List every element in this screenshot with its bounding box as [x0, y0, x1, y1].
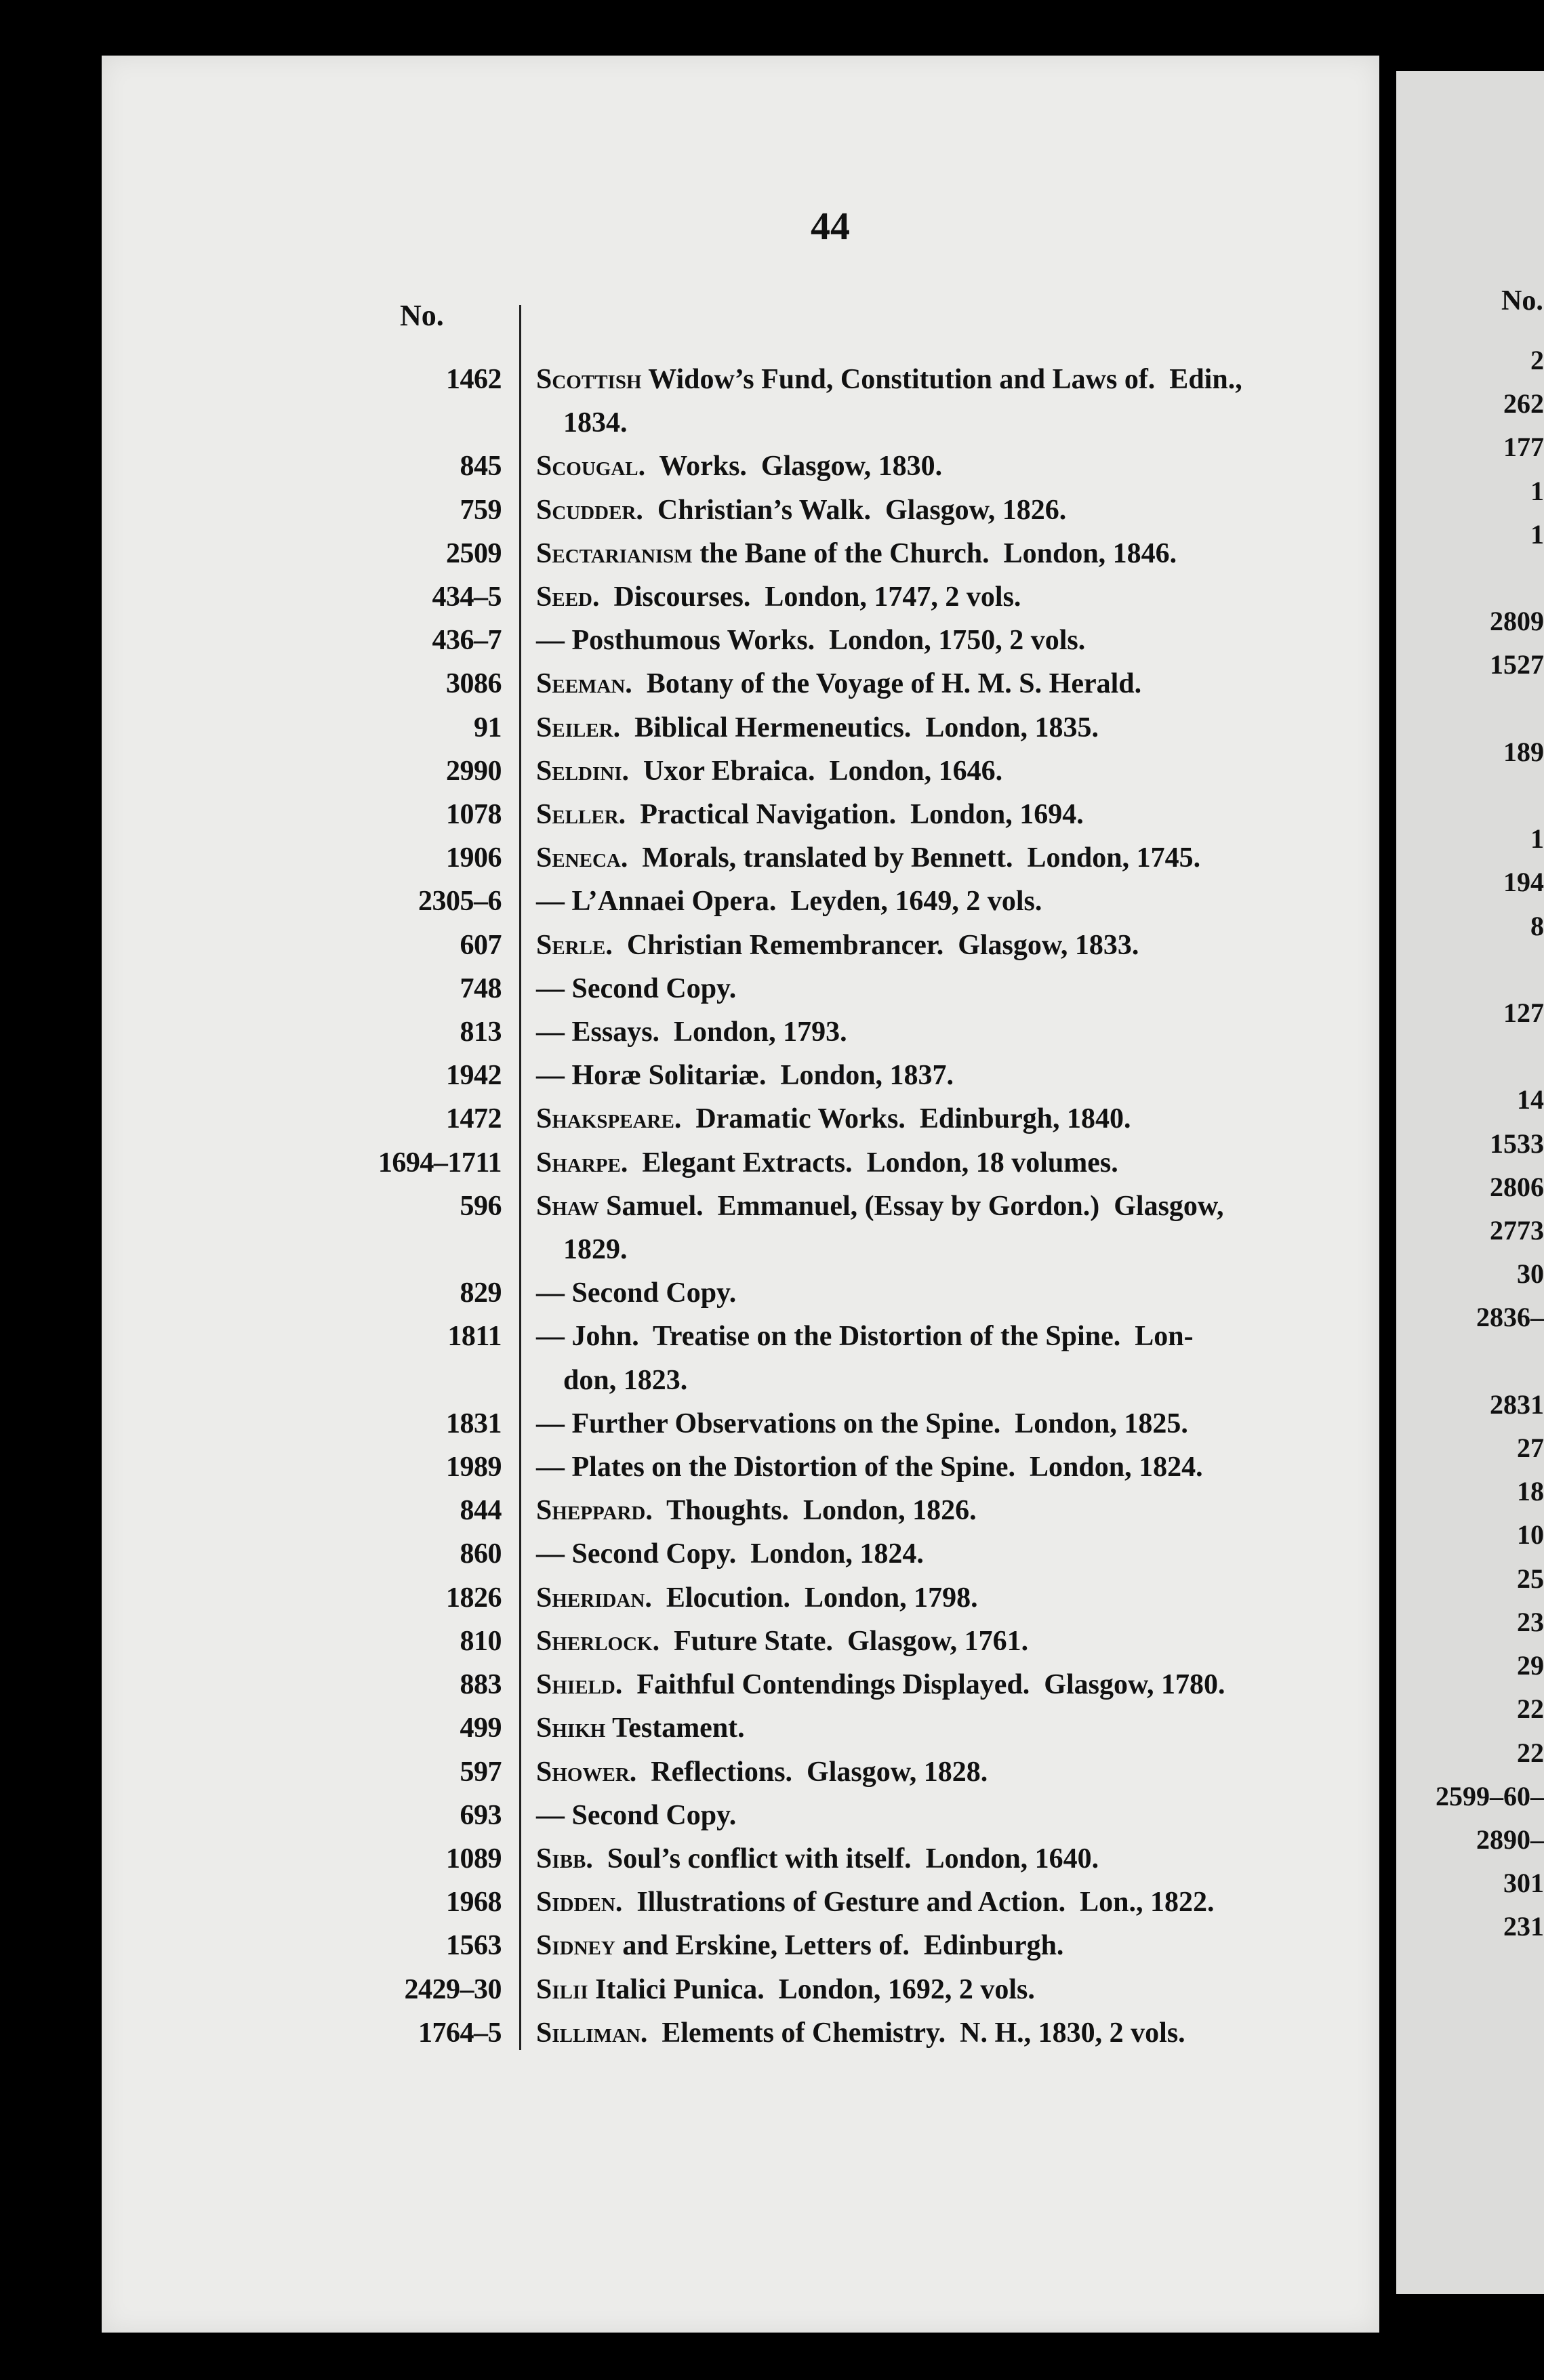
entry-description: Christian’s Walk. Glasgow, 1826. [643, 494, 1067, 526]
entry-description: Uxor Ebraica. London, 1646. [629, 755, 1003, 787]
catalogue-entry [325, 1141, 1356, 1185]
facing-page-number: 14 [1517, 1084, 1544, 1115]
entry-text [536, 1881, 1356, 1924]
facing-page-number: 2773 [1490, 1215, 1544, 1246]
catalogue-entry [325, 1532, 1356, 1576]
entry-text [536, 706, 1356, 750]
entry-number: 596 [460, 1190, 502, 1222]
entry-text [536, 1315, 1356, 1401]
page-number: 44 [811, 204, 850, 248]
catalogue-entry [325, 793, 1356, 836]
facing-page-number [1430, 687, 1544, 731]
entry-text [536, 1097, 1356, 1141]
catalogue-entry [325, 445, 1356, 488]
entry-number: 1906 [446, 842, 502, 874]
entry-number: 1563 [446, 1930, 502, 1962]
entry-text [536, 575, 1356, 619]
entry-number: 499 [460, 1712, 502, 1744]
entry-text [536, 1054, 1356, 1097]
catalogue-entry [325, 750, 1356, 793]
catalogue-entry [325, 1185, 1356, 1271]
number-column-header: No. [400, 299, 444, 332]
catalogue-entries [325, 358, 1356, 2055]
entry-continuation: don, 1823. [563, 1364, 688, 1396]
entry-heading: Silii [536, 1973, 588, 2005]
entry-number: 1764–5 [418, 2017, 502, 2049]
entry-text [536, 445, 1356, 488]
entry-description: Elocution. London, 1798. [651, 1582, 978, 1614]
entry-text [536, 880, 1356, 923]
entry-description: Thoughts. London, 1826. [652, 1495, 977, 1527]
entry-heading: Shakspeare. [536, 1103, 682, 1135]
entry-number: 1826 [446, 1582, 502, 1614]
entry-description: — Second Copy. London, 1824. [536, 1538, 924, 1570]
catalogue-entry [325, 1315, 1356, 1401]
entry-heading: Seneca. [536, 842, 628, 874]
catalogue-entry [325, 1402, 1356, 1445]
entry-number: 693 [460, 1799, 502, 1831]
entry-description: Christian Remembrancer. Glasgow, 1833. [612, 929, 1139, 961]
entry-number: 1078 [446, 799, 502, 831]
facing-page-number: 1527 [1490, 649, 1544, 680]
facing-page-number: 29 [1517, 1650, 1544, 1681]
entry-text [536, 1620, 1356, 1663]
catalogue-entry [325, 358, 1356, 445]
catalogue-entry [325, 619, 1356, 662]
entry-text [536, 532, 1356, 575]
entry-text [536, 1924, 1356, 1967]
entry-heading: Sharpe. [536, 1147, 628, 1178]
catalogue-entry [325, 1010, 1356, 1054]
entry-description: Botany of the Voyage of H. M. S. Herald. [632, 668, 1142, 700]
entry-text [536, 1489, 1356, 1532]
entry-heading: Sheppard. [536, 1495, 653, 1527]
entry-description: Morals, translated by Bennett. London, 1745. [628, 842, 1201, 874]
entry-description: — Horæ Solitariæ. London, 1837. [536, 1060, 954, 1092]
catalogue-entry [325, 706, 1356, 750]
catalogue-entry [325, 924, 1356, 967]
facing-page-number: 22 [1517, 1694, 1544, 1725]
entry-number: 810 [460, 1625, 502, 1657]
entry-description: — Second Copy. [536, 1799, 737, 1831]
entry-number: 845 [460, 451, 502, 483]
entry-heading: Seed. [536, 581, 600, 613]
entry-text [536, 1706, 1356, 1750]
entry-text [536, 1185, 1356, 1271]
facing-page-number: 2831 [1490, 1389, 1544, 1420]
entry-heading: Serle. [536, 929, 613, 961]
entry-text [536, 1750, 1356, 1794]
entry-heading: Sidney [536, 1930, 615, 1962]
catalogue-entry [325, 1576, 1356, 1620]
entry-description: Future State. Glasgow, 1761. [659, 1625, 1029, 1657]
entry-heading: Shower. [536, 1756, 637, 1788]
entry-continuation: 1829. [563, 1234, 628, 1266]
facing-page-number: 231 [1503, 1911, 1544, 1942]
entry-heading: Sidden. [536, 1887, 623, 1919]
entry-number: 813 [460, 1017, 502, 1048]
facing-page-number [1430, 1035, 1544, 1078]
catalogue-entry [325, 967, 1356, 1010]
entry-description: Works. Glasgow, 1830. [645, 451, 943, 483]
facing-page-number: 2599–60– [1436, 1780, 1544, 1811]
entry-description: Dramatic Works. Edinburgh, 1840. [681, 1103, 1131, 1135]
entry-text [536, 489, 1356, 532]
facing-page-number: 127 [1503, 998, 1544, 1029]
entry-heading: Sheridan. [536, 1582, 652, 1614]
facing-page-number: 27 [1517, 1433, 1544, 1464]
entry-text [536, 1794, 1356, 1837]
entry-description: Faithful Contendings Displayed. Glasgow, 1780. [622, 1669, 1225, 1701]
facing-page-number: 2890– [1476, 1824, 1544, 1855]
entry-number: 607 [460, 929, 502, 961]
entry-number: 1462 [446, 364, 502, 395]
entry-text [536, 358, 1356, 445]
entry-heading: Scudder. [536, 494, 643, 526]
facing-page-number: 301 [1503, 1868, 1544, 1899]
entry-number: 829 [460, 1277, 502, 1309]
facing-page-number: 177 [1503, 432, 1544, 463]
entry-heading: Sectarianism [536, 537, 693, 569]
entry-number: 1942 [446, 1060, 502, 1092]
catalogue-entry [325, 1097, 1356, 1141]
facing-page-number [1430, 774, 1544, 817]
entry-description: Practical Navigation. London, 1694. [626, 799, 1084, 831]
entry-number: 1989 [446, 1452, 502, 1483]
catalogue-entry [325, 1881, 1356, 1924]
entry-description: Widow’s Fund, Constitution and Laws of. Edin., [641, 364, 1242, 395]
entry-description: — Essays. London, 1793. [536, 1017, 847, 1048]
facing-page-number: 1 [1530, 823, 1544, 855]
entry-continuation: 1834. [563, 407, 628, 439]
entry-text [536, 924, 1356, 967]
entry-text [536, 1271, 1356, 1315]
entry-number: 1831 [446, 1408, 502, 1439]
entry-text [536, 1445, 1356, 1489]
facing-page-number: 2 [1530, 345, 1544, 375]
entry-heading: Seiler. [536, 712, 621, 743]
entry-number: 436–7 [432, 625, 502, 657]
entry-number: 759 [460, 494, 502, 526]
entry-text [536, 1968, 1356, 2011]
facing-page-header: No. [1501, 285, 1543, 316]
entry-heading: Scottish [536, 364, 642, 395]
entry-description: — Further Observations on the Spine. London, 1825. [536, 1408, 1188, 1439]
catalogue-entry [325, 1750, 1356, 1794]
catalogue-entry [325, 1620, 1356, 1663]
entry-heading: Seldini. [536, 755, 630, 787]
facing-page-number: 194 [1503, 867, 1544, 898]
entry-number: 597 [460, 1756, 502, 1788]
entry-number: 1472 [446, 1103, 502, 1135]
catalogue-entry [325, 1489, 1356, 1532]
facing-page-number: 189 [1503, 736, 1544, 767]
entry-description: and Erskine, Letters of. Edinburgh. [615, 1930, 1064, 1962]
facing-page-number: 2836– [1476, 1302, 1544, 1333]
entry-description: Soul’s conflict with itself. London, 1640. [592, 1843, 1099, 1874]
entry-number: 1968 [446, 1887, 502, 1919]
catalogue-entry [325, 1054, 1356, 1097]
entry-number: 1694–1711 [378, 1147, 502, 1178]
facing-page-number [1430, 1340, 1544, 1383]
facing-page-number: 10 [1517, 1519, 1544, 1551]
entry-description: — Plates on the Distortion of the Spine. London, 1824. [536, 1452, 1203, 1483]
facing-page-number: 23 [1517, 1606, 1544, 1637]
catalogue-entry [325, 575, 1356, 619]
entry-description: — Posthumous Works. London, 1750, 2 vols. [536, 625, 1086, 657]
facing-page-number: 262 [1503, 388, 1544, 419]
facing-page-numbers [1430, 339, 1544, 1949]
entry-number: 748 [460, 972, 502, 1004]
entry-text [536, 750, 1356, 793]
facing-page-number: 2809 [1490, 606, 1544, 637]
entry-number: 1811 [447, 1321, 502, 1353]
entry-description: — John. Treatise on the Distortion of the Spine. Lon- [536, 1321, 1194, 1353]
facing-page-number: 1533 [1490, 1128, 1544, 1159]
entry-number: 2305–6 [418, 886, 502, 918]
entry-description: Elements of Chemistry. N. H., 1830, 2 vols. [647, 2017, 1185, 2049]
entry-heading: Shikh [536, 1712, 606, 1744]
entry-description: — L’Annaei Opera. Leyden, 1649, 2 vols. [536, 886, 1042, 918]
catalogue-entry [325, 1663, 1356, 1706]
entry-number: 91 [474, 712, 502, 743]
entry-text [536, 1010, 1356, 1054]
entry-description: Illustrations of Gesture and Action. Lon., 1822. [622, 1887, 1215, 1919]
catalogue-entry [325, 1445, 1356, 1489]
facing-page-number: 2806 [1490, 1171, 1544, 1202]
entry-heading: Seeman. [536, 668, 632, 700]
entry-description: Reflections. Glasgow, 1828. [636, 1756, 988, 1788]
entry-description: Testament. [605, 1712, 745, 1744]
facing-page-number: 1 [1530, 475, 1544, 506]
entry-number: 2429–30 [404, 1973, 502, 2005]
entry-text [536, 1532, 1356, 1576]
facing-page-number: 8 [1530, 910, 1544, 941]
entry-description: — Second Copy. [536, 972, 737, 1004]
entry-text [536, 793, 1356, 836]
entry-text [536, 662, 1356, 705]
facing-page-number [1430, 948, 1544, 991]
entry-text [536, 1837, 1356, 1881]
entry-text [536, 2011, 1356, 2055]
entry-number: 844 [460, 1495, 502, 1527]
entry-number: 883 [460, 1669, 502, 1701]
entry-number: 2990 [446, 755, 502, 787]
entry-heading: Seller. [536, 799, 626, 831]
entry-number: 2509 [446, 537, 502, 569]
entry-heading: Shield. [536, 1669, 623, 1701]
facing-page-number: 1 [1530, 518, 1544, 550]
entry-number: 860 [460, 1538, 502, 1570]
catalogue-entry [325, 489, 1356, 532]
entry-description: Biblical Hermeneutics. London, 1835. [620, 712, 1099, 743]
facing-page-number: 18 [1517, 1476, 1544, 1507]
entry-text [536, 1576, 1356, 1620]
entry-text [536, 1141, 1356, 1185]
catalogue-entry [325, 836, 1356, 880]
catalogue-entry [325, 1794, 1356, 1837]
entry-text [536, 967, 1356, 1010]
facing-page-number: 22 [1517, 1737, 1544, 1768]
entry-description: the Bane of the Church. London, 1846. [692, 537, 1177, 569]
entry-number: 1089 [446, 1843, 502, 1874]
entry-text [536, 1402, 1356, 1445]
entry-heading: Sherlock. [536, 1625, 660, 1657]
catalogue-entry [325, 662, 1356, 705]
entry-text [536, 619, 1356, 662]
facing-page-number: 30 [1517, 1258, 1544, 1290]
catalogue-entry [325, 2011, 1356, 2055]
catalogue-entry [325, 1706, 1356, 1750]
entry-heading: Scougal. [536, 451, 646, 483]
entry-heading: Silliman. [536, 2017, 648, 2049]
entry-description: Samuel. Emmanuel, (Essay by Gordon.) Glasgow, [598, 1190, 1224, 1222]
entry-description: Discourses. London, 1747, 2 vols. [599, 581, 1021, 613]
entry-number: 3086 [446, 668, 502, 700]
facing-page-number: 25 [1517, 1563, 1544, 1594]
entry-heading: Sibb. [536, 1843, 593, 1874]
catalogue-entry [325, 532, 1356, 575]
entry-description: — Second Copy. [536, 1277, 737, 1309]
catalogue-entry [325, 1271, 1356, 1315]
catalogue-entry [325, 1837, 1356, 1881]
entry-description: Elegant Extracts. London, 18 volumes. [628, 1147, 1118, 1178]
catalogue-entry [325, 880, 1356, 923]
entry-text [536, 1663, 1356, 1706]
facing-page-number [1430, 556, 1544, 600]
catalogue-entry [325, 1968, 1356, 2011]
catalogue-entry [325, 1924, 1356, 1967]
entry-heading: Shaw [536, 1190, 599, 1222]
entry-number: 434–5 [432, 581, 502, 613]
entry-description: Italici Punica. London, 1692, 2 vols. [588, 1973, 1035, 2005]
entry-text [536, 836, 1356, 880]
